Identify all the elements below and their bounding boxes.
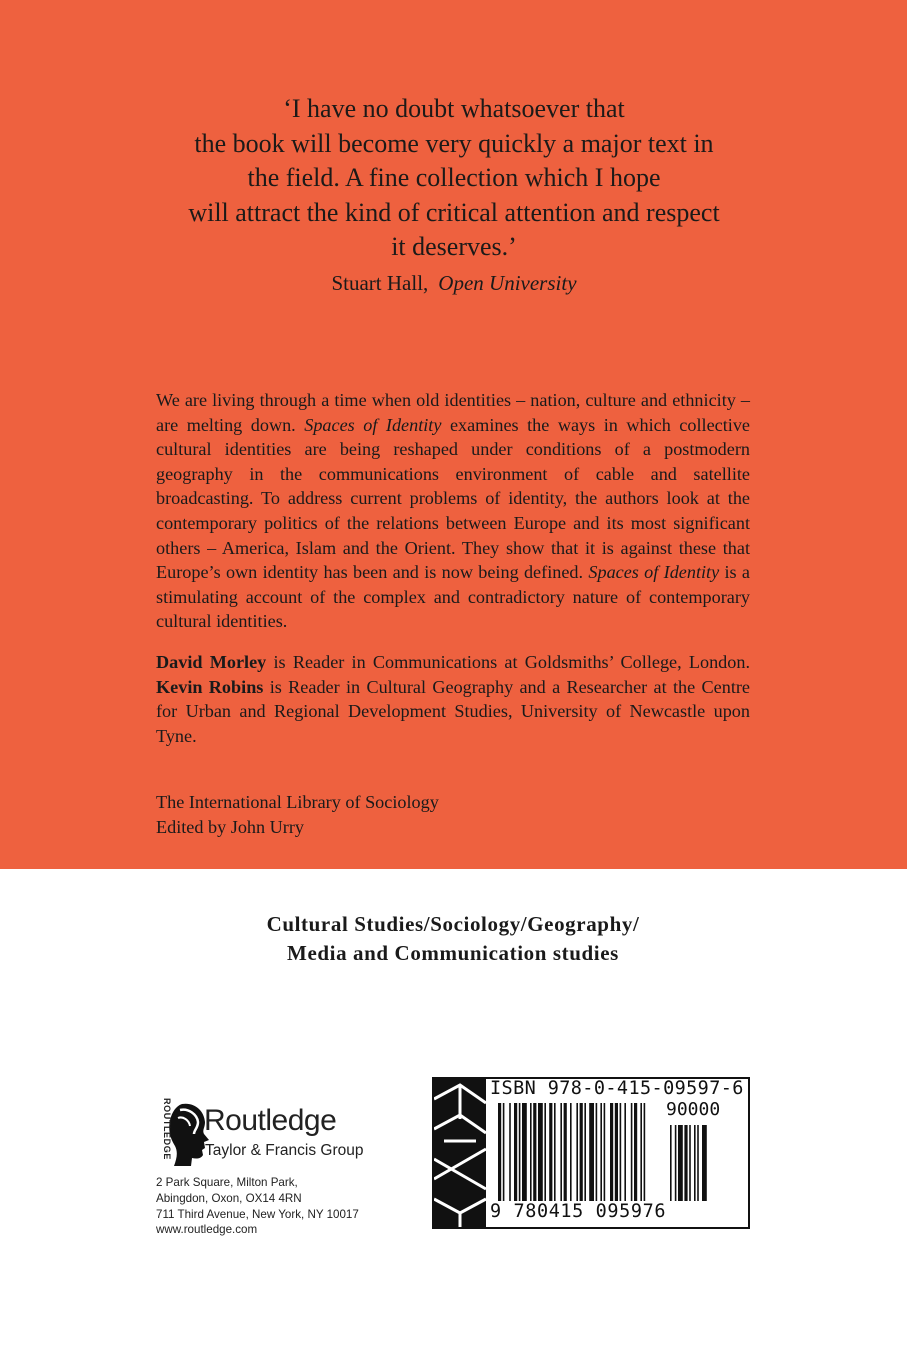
book-title: Spaces of Identity <box>588 562 720 583</box>
quote-attribution <box>120 268 788 298</box>
author-name: Kevin Robins <box>156 676 264 697</box>
address-line: www.routledge.com <box>156 1223 258 1237</box>
book-title: Spaces of Identity <box>304 414 442 435</box>
quote-line: ‘I have no doubt whatsoever that <box>283 94 625 123</box>
publisher-group: Taylor & Francis Group <box>205 1142 364 1159</box>
address-line: 711 Third Avenue, New York, NY 10017 <box>156 1207 359 1221</box>
publisher-name: Routledge <box>204 1104 337 1137</box>
publisher-address <box>156 1175 359 1238</box>
address-line: Abingdon, Oxon, OX14 4RN <box>156 1191 302 1205</box>
quote-author: Stuart Hall, <box>331 271 429 295</box>
quote-institution: Open University <box>438 271 577 295</box>
address-line: 2 Park Square, Milton Park, <box>156 1176 298 1189</box>
author-bio: is Reader in Communications at Goldsmiths’ College, London. <box>273 652 750 672</box>
author-bio: is Reader in Cultural Geography and a Researcher at the Centre for Urban and Regional Development Studies, University of Newcastle upon Tyne. <box>156 676 751 746</box>
series-info <box>156 790 750 839</box>
quote-line: it deserves.’ <box>391 232 517 261</box>
subject-categories <box>150 910 756 968</box>
blurb-sentence: We are living through a time when old identities – nation, culture and ethnicity – are melting down. <box>156 390 750 435</box>
quote-line: the field. A fine collection which I hope <box>247 163 661 192</box>
quote-line: will attract the kind of critical attention and respect <box>188 197 720 227</box>
series-editor: Edited by John Urry <box>156 816 305 837</box>
routledge-logo <box>150 1100 410 1170</box>
blurb-sentence: examines the ways in which collective cultural identities are being reshaped under conditions of a postmodern geography in the communications environment of cable and satellite broadcasting. To address current problems of identity, the authors look at the contemporary politics of the relations between Europe and its most significant others – America, Islam and the Orient. They show that it is against these that Europe’s own identity has been and is now being defined. <box>156 414 750 583</box>
price-code: 90000 <box>666 1099 721 1120</box>
logo-side-text: ROUTLEDGE <box>161 1098 172 1160</box>
author-bios <box>156 650 750 748</box>
endorsement-quote <box>120 92 788 265</box>
subject-line: Media and Communication studies <box>287 941 619 965</box>
isbn-label: ISBN 978-0-415-09597-6 <box>490 1078 744 1099</box>
book-description <box>156 388 750 634</box>
blurb-sentence: is a stimulating account of the complex and contradictory nature of contemporary cultural identities. <box>156 562 751 632</box>
quote-line: the book will become very quickly a major text in <box>194 128 714 158</box>
ean-number: 9 780415 095976 <box>490 1201 667 1222</box>
subject-line: Cultural Studies/Sociology/Geography/ <box>266 912 640 936</box>
series-name: The International Library of Sociology <box>156 792 439 812</box>
author-name: David Morley <box>156 652 267 672</box>
